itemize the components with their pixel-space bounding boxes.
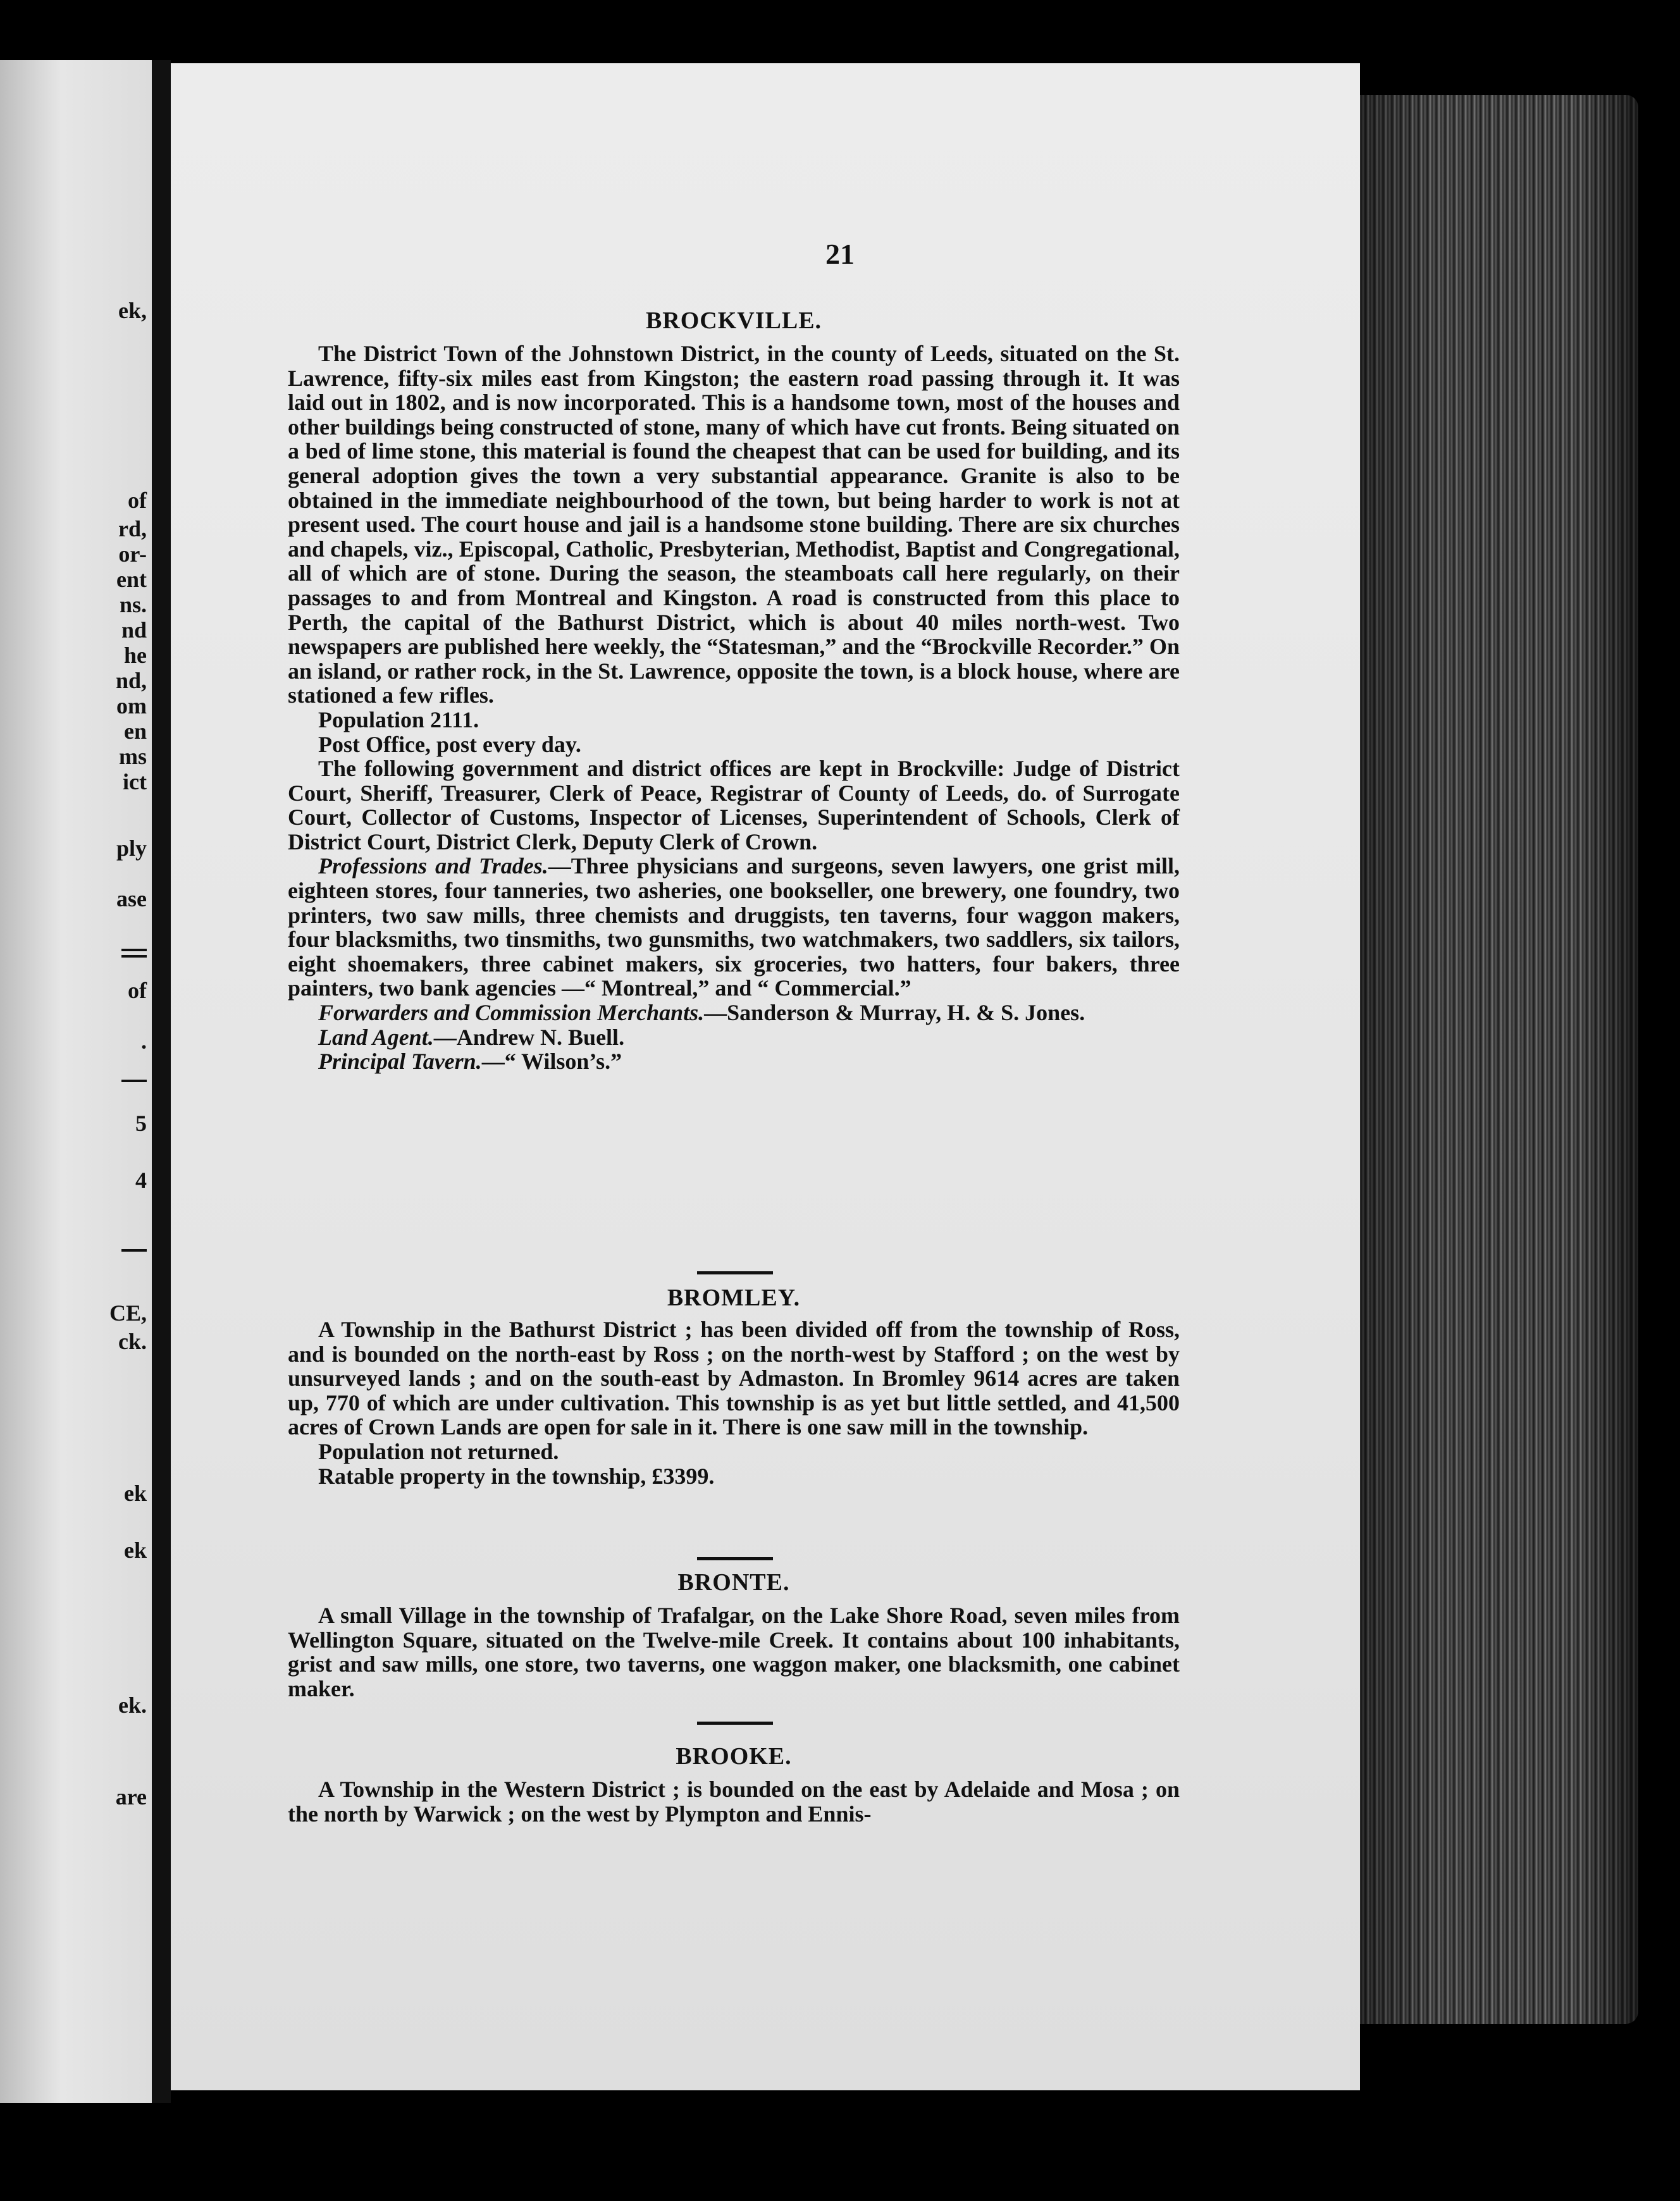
professions-label: Professions and Trades. <box>318 853 548 879</box>
left-facing-page <box>0 60 152 2103</box>
forwarders-label: Forwarders and Commission Merchants. <box>318 1000 705 1026</box>
tavern-paragraph <box>288 1049 1180 1074</box>
section-heading-bromley: BROMLEY. <box>667 1285 801 1311</box>
tavern-text: —“ Wilson’s.” <box>481 1049 622 1075</box>
tavern-label: Principal Tavern. <box>318 1049 482 1075</box>
section-divider <box>697 1271 773 1274</box>
left-fragment: 4 <box>135 1168 147 1193</box>
forwarders-paragraph <box>288 1001 1180 1025</box>
left-fragment: . <box>141 1028 147 1054</box>
section-heading-bronte: BRONTE. <box>677 1569 790 1596</box>
left-fragment: ict <box>123 769 147 794</box>
section-divider <box>697 1722 773 1725</box>
left-rule <box>121 1249 147 1252</box>
professions-text: —Three physicians and surgeons, seven lawyers, one grist mill, eighteen stores, four tanneries, two asheries, one bookseller, one brewery, one foundry, two printers, two saw mills, three chemists and druggists, ten taverns, four waggon makers, four blacksmiths, two tinsmiths, two gunsmiths, two watchmakers, two saddlers, six tailors, eight shoemakers, three cabinet makers, six groceries, two hatters, four bakers, three painters, two bank agencies —“ Montreal,” and “ Commercial.” <box>288 853 1180 1001</box>
book-gutter <box>152 60 171 2103</box>
paragraph: Post Office, post every day. <box>318 731 581 757</box>
left-fragment: nd <box>121 617 147 643</box>
section-body-brooke <box>288 1777 1180 1826</box>
left-fragment: rd, <box>118 516 147 541</box>
left-fragment: ase <box>116 886 147 911</box>
section-body-bronte <box>288 1603 1180 1701</box>
left-fragment: ply <box>116 835 147 861</box>
land-agent-text: —Andrew N. Buell. <box>433 1024 625 1050</box>
left-fragment: ms <box>119 744 147 769</box>
section-divider <box>697 1557 773 1560</box>
left-rule <box>121 949 147 951</box>
paragraph: Ratable property in the township, £3399. <box>318 1463 715 1489</box>
section-body-brockville <box>288 342 1180 1074</box>
left-fragment: om <box>116 693 147 718</box>
paragraph: A Township in the Western District ; is bounded on the east by Adelaide and Mosa ; on the north by Warwick ; on the west by Plympton and Ennis- <box>288 1777 1180 1827</box>
left-fragment: ek. <box>118 1692 147 1718</box>
page-number: 21 <box>825 238 855 270</box>
left-fragment: are <box>115 1784 147 1810</box>
land-agent-paragraph <box>288 1025 1180 1050</box>
section-body-bromley <box>288 1317 1180 1488</box>
left-fragment: ck. <box>118 1329 147 1354</box>
forwarders-text: —Sanderson & Murray, H. & S. Jones. <box>704 1000 1085 1026</box>
left-fragment: of <box>128 978 147 1003</box>
land-agent-label: Land Agent. <box>318 1024 434 1050</box>
left-fragment: 5 <box>135 1111 147 1136</box>
left-fragment: he <box>124 643 147 668</box>
left-fragment: nd, <box>115 668 147 693</box>
professions-paragraph <box>288 854 1180 1001</box>
page-block-shadow <box>1347 95 1638 2024</box>
left-fragment: ek <box>124 1538 147 1563</box>
left-fragment: or- <box>118 541 147 567</box>
paragraph: The District Town of the Johnstown District, in the county of Leeds, situated on the St. Lawrence, fifty-six miles east from Kingston; the eastern road passing through it. It was laid out in 1802, and is now incorporated. This is a handsome town, most of the houses and other buildings being constructed of stone, many of which have cut fronts. Being situated on a bed of lime stone, this material is found the cheapest that can be used for building, and its general adoption gives the town a very substantial appearance. Granite is also to be obtained in the immediate neighbourhood of the town, but being harder to work is not at present used. The court house and jail is a handsome stone building. There are six churches and chapels, viz., Episcopal, Catholic, Presbyterian, Methodist, Baptist and Congregational, all of which are of stone. During the season, the steamboats call here regularly, on their passages to and from Montreal and Kingston. A road is constructed from this place to Perth, the capital of the Bathurst District, which is about 40 miles north-west. Two newspapers are published here weekly, the “Statesman,” and the “Brockville Recorder.” On an island, or rather rock, in the St. Lawrence, opposite the town, is a block house, where are stationed a few rifles. <box>288 341 1180 708</box>
left-fragment: ek <box>124 1481 147 1506</box>
left-fragment: en <box>124 718 147 744</box>
paragraph: A Township in the Bathurst District ; has been divided off from the township of Ross, and is bounded on the north-east by Ross ; on the north-west by Stafford ; on the west by unsurveyed lands ; and on the south-east by Admaston. In Bromley 9614 acres are taken up, 770 of which are under cultivation. This township is as yet but little settled, and 41,500 acres of Crown Lands are open for sale in it. There is one saw mill in the township. <box>288 1317 1180 1440</box>
paragraph: A small Village in the township of Trafalgar, on the Lake Shore Road, seven miles from Wellington Square, situated on the Twelve-mile Creek. It contains about 100 inhabitants, grist and saw mills, one store, two taverns, one waggon maker, one blacksmith, one cabinet maker. <box>288 1603 1180 1701</box>
left-rule <box>121 1080 147 1082</box>
left-fragment: of <box>128 488 147 513</box>
left-fragment: ns. <box>119 592 147 617</box>
paragraph: Population 2111. <box>318 706 479 732</box>
section-heading-brooke: BROOKE. <box>676 1743 792 1770</box>
left-fragment: ek, <box>118 298 147 323</box>
left-fragment: CE, <box>109 1300 147 1326</box>
section-heading-brockville: BROCKVILLE. <box>645 307 822 334</box>
left-fragment: ent <box>116 567 147 592</box>
left-rule <box>121 955 147 958</box>
paragraph: Population not returned. <box>318 1438 559 1464</box>
paragraph: The following government and district offices are kept in Brockville: Judge of District Court, Sheriff, Treasurer, Clerk of Peace, Registrar of County of Leeds, do. of Surrogate Court, Collector of Customs, Inspector of Licenses, Superintendent of Schools, Clerk of District Court, District Clerk, Deputy Clerk of Crown. <box>288 756 1180 854</box>
